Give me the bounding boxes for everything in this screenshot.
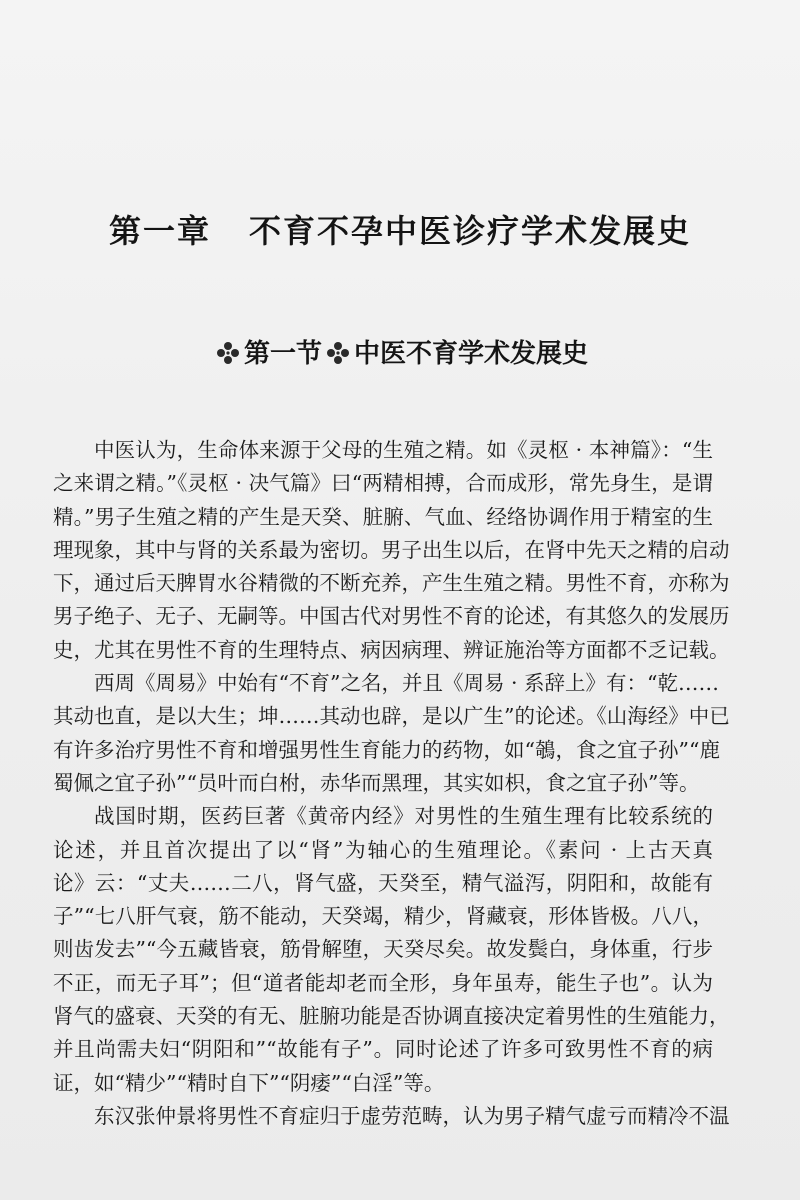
- text-line: 论述，并且首次提出了以“肾”为轴心的生殖理论。《素问 · 上古天真: [53, 837, 713, 862]
- chapter-number: 第一章: [108, 212, 211, 250]
- section-number: 第一节: [243, 339, 322, 369]
- chapter-title-text: 不育不孕中医诊疗学术发展史: [249, 212, 692, 250]
- text-line: 其动也直，是以大生；坤……其动也辟，是以广生”的论述。《山海经》中已: [53, 704, 730, 729]
- text-line: 并且尚需夫妇“阴阳和”“故能有子”。同时论述了许多可致男性不育的病: [53, 1037, 713, 1062]
- section-heading: [0, 333, 800, 370]
- text-line: 蜀佩之宜子孙”“员叶而白柎，赤华而黑理，其实如枳，食之宜子孙”等。: [53, 770, 700, 795]
- flower-ornament-icon: [326, 341, 350, 365]
- chapter-heading: [0, 206, 800, 252]
- paragraph: [53, 667, 730, 800]
- text-line: 肾气的盛衰、天癸的有无、脏腑功能是否协调直接决定着男性的生殖能力，: [53, 1004, 730, 1029]
- body-text: [53, 434, 730, 1133]
- text-line: 精。”男子生殖之精的产生是天癸、脏腑、气血、经络协调作用于精室的生: [53, 504, 713, 529]
- text-line: 下，通过后天脾胃水谷精微的不断充养，产生生殖之精。男性不育，亦称为: [53, 571, 730, 596]
- paragraph: [53, 1100, 730, 1133]
- text-line: 有许多治疗男性不育和增强男性生育能力的药物，如“鵸，食之宜子孙”“鹿: [53, 737, 720, 762]
- flower-ornament-icon: [216, 341, 240, 365]
- text-line: 不正，而无子耳”；但“道者能却老而全形，身年虽寿，能生子也”。认为: [53, 970, 713, 995]
- text-line: 战国时期，医药巨著《黄帝内经》对男性的生殖生理有比较系统的: [94, 804, 713, 829]
- text-line: 则齿发去”“今五藏皆衰，筋骨解堕，天癸尽矣。故发鬓白，身体重，行步: [53, 937, 713, 962]
- paragraph: [53, 434, 730, 667]
- text-line: 理现象，其中与肾的关系最为密切。男子出生以后，在肾中先天之精的启动: [53, 537, 730, 562]
- text-line: 之来谓之精。”《灵枢 · 决气篇》曰“两精相搏，合而成形，常先身生，是谓: [53, 471, 713, 496]
- text-line: 论》云：“丈夫……二八，肾气盛，天癸至，精气溢泻，阴阳和，故能有: [53, 870, 713, 895]
- text-line: 西周《周易》中始有“不育”之名，并且《周易 · 系辞上》有：“乾……: [94, 671, 719, 696]
- text-line: 东汉张仲景将男性不育症归于虚劳范畴，认为男子精气虚亏而精冷不温: [94, 1103, 730, 1128]
- text-line: 子”“七八肝气衰，筋不能动，天癸竭，精少，肾藏衰，形体皆极。八八，: [53, 904, 713, 929]
- text-line: 史，尤其在男性不育的生理特点、病因病理、辨证施治等方面都不乏记载。: [53, 637, 730, 662]
- paragraph: [53, 800, 730, 1100]
- text-line: 中医认为，生命体来源于父母的生殖之精。如《灵枢 · 本神篇》：“生: [94, 438, 713, 462]
- text-line: 证，如“精少”“精时自下”“阴痿”“白淫”等。: [53, 1070, 445, 1095]
- section-title-text: 中医不育学术发展史: [354, 339, 589, 369]
- text-line: 男子绝子、无子、无嗣等。中国古代对男性不育的论述，有其悠久的发展历: [53, 604, 730, 629]
